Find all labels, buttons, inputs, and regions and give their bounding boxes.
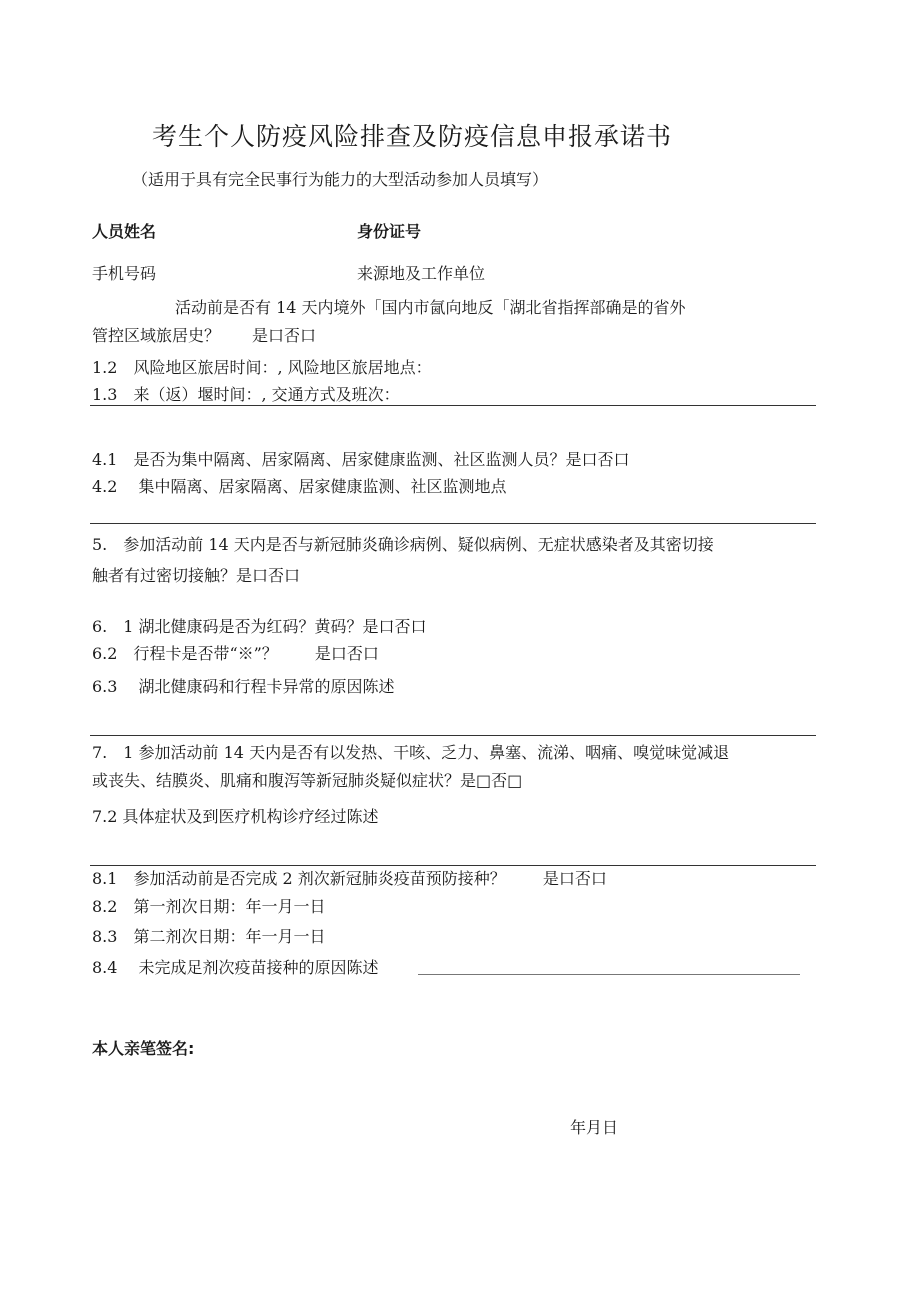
q1-line1: 活动前是否有 14 天内境外「国内市氤向地反「湖北省指挥部确是的省外 bbox=[175, 298, 686, 317]
page-title: 考生个人防疫风险排查及防疫信息申报承诺书 bbox=[152, 122, 673, 151]
id-number-label: 身份证号 bbox=[357, 222, 422, 241]
q8-2-text: 8.2 第一剂次日期：年一月一日 bbox=[92, 897, 326, 916]
divider-line bbox=[90, 405, 816, 406]
phone-label: 手机号码 bbox=[92, 264, 157, 283]
q5-line1: 5. 参加活动前 14 天内是否与新冠肺炎确诊病例、疑似病例、无症状感染者及其密切接 bbox=[92, 535, 714, 554]
q8-4-text: 8.4 未完成足剂次疫苗接种的原因陈述 bbox=[92, 958, 379, 977]
q5-line2: 触者有过密切接触？是口否口 bbox=[92, 566, 301, 585]
q8-3-text: 8.3 第二剂次日期：年一月一日 bbox=[92, 927, 326, 946]
q1-line2: 管控区域旅居史？ 是口否口 bbox=[92, 326, 317, 345]
divider-line bbox=[90, 523, 816, 524]
q8-4-answer-blank[interactable] bbox=[418, 974, 800, 975]
q7-line1: 7. 1 参加活动前 14 天内是否有以发热、干咳、乏力、鼻塞、流涕、咽痛、嗅觉味觉减退 bbox=[92, 743, 730, 762]
page-subtitle: （适用于具有完全民事行为能力的大型活动参加人员填写） bbox=[132, 170, 549, 189]
name-label: 人员姓名 bbox=[92, 222, 157, 241]
q4-2-text: 4.2 集中隔离、居家隔离、居家健康监测、社区监测地点 bbox=[92, 477, 507, 496]
q6-3-text: 6.3 湖北健康码和行程卡异常的原因陈述 bbox=[92, 677, 395, 696]
q6-1-text: 6. 1 湖北健康码是否为红码？黄码？是口否口 bbox=[92, 617, 427, 636]
q6-2-text: 6.2 行程卡是否带“※”？ 是口否口 bbox=[92, 644, 379, 663]
divider-line bbox=[90, 865, 816, 866]
signature-date: 年月日 bbox=[570, 1118, 619, 1137]
q7-2-text: 7.2 具体症状及到医疗机构诊疗经过陈述 bbox=[92, 807, 379, 826]
q8-1-text: 8.1 参加活动前是否完成 2 剂次新冠肺炎疫苗预防接种？ 是口否口 bbox=[92, 869, 607, 888]
origin-workplace-label: 来源地及工作单位 bbox=[357, 264, 486, 283]
q7-line2: 或丧失、结膜炎、肌痛和腹泻等新冠肺炎疑似症状？是□否□ bbox=[92, 771, 523, 790]
q1-2-text: 1.2 风险地区旅居时间：, 风险地区旅居地点： bbox=[92, 358, 432, 377]
signature-label: 本人亲笔签名: bbox=[92, 1039, 195, 1058]
q4-1-text: 4.1 是否为集中隔离、居家隔离、居家健康监测、社区监测人员？是口否口 bbox=[92, 450, 630, 469]
divider-line bbox=[90, 735, 816, 736]
q1-3-text: 1.3 来（返）堰时间：, 交通方式及班次： bbox=[92, 385, 400, 404]
